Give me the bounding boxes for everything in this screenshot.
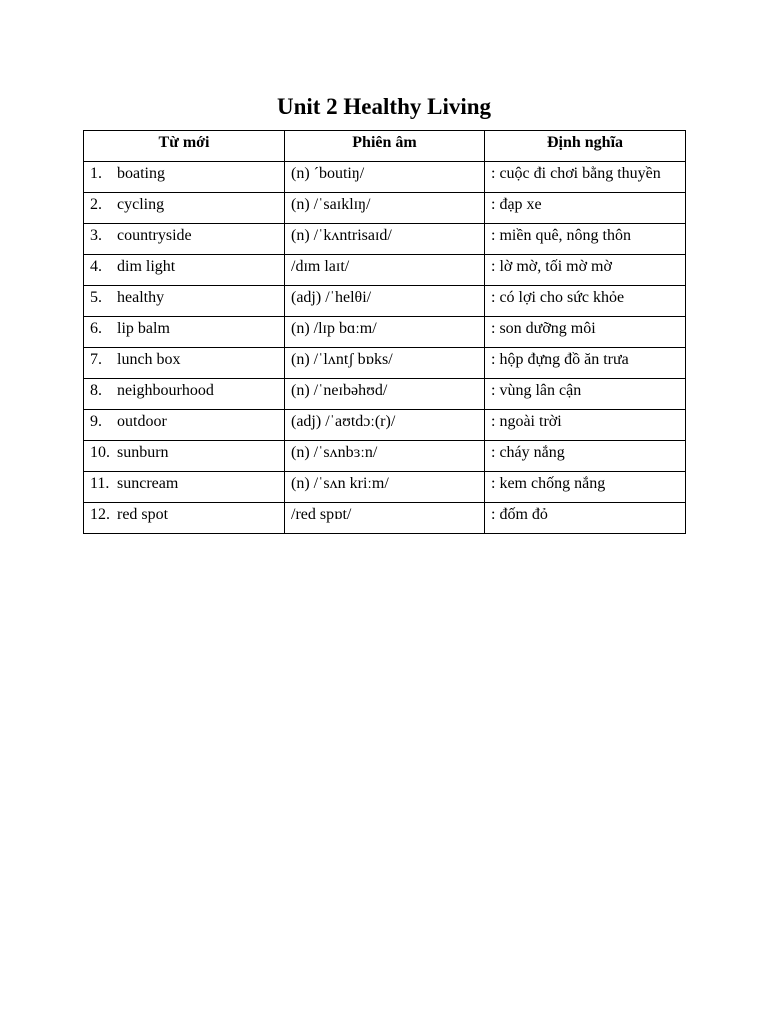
phonetic-cell: (adj) /ˈaʊtdɔː(r)/	[285, 410, 485, 441]
word-cell	[84, 317, 285, 348]
row-number: 9.	[90, 413, 102, 430]
row-number: 4.	[90, 258, 102, 275]
table-row	[84, 348, 686, 379]
table-row	[84, 224, 686, 255]
header-phonetic: Phiên âm	[285, 131, 485, 162]
row-number: 7.	[90, 351, 102, 368]
word-cell	[84, 255, 285, 286]
word-text: lunch box	[117, 351, 181, 368]
row-number: 6.	[90, 320, 102, 337]
row-number: 5.	[90, 289, 102, 306]
word-cell	[84, 348, 285, 379]
table-header-row	[84, 131, 686, 162]
phonetic-cell: (n) /ˈsʌnbɜːn/	[285, 441, 485, 472]
definition-cell: : đạp xe	[485, 193, 686, 224]
word-cell	[84, 193, 285, 224]
page-title: Unit 2 Healthy Living	[276, 94, 492, 119]
phonetic-cell: (n) /ˈsaɪklɪŋ/	[285, 193, 485, 224]
word-cell	[84, 472, 285, 503]
definition-cell: : cháy nắng	[485, 441, 686, 472]
definition-cell: : son dưỡng môi	[485, 317, 686, 348]
word-text: lip balm	[117, 320, 170, 337]
word-text: outdoor	[117, 413, 167, 430]
phonetic-cell: /dɪm laɪt/	[285, 255, 485, 286]
vocabulary-table	[83, 130, 686, 534]
header-new-word: Từ mới	[84, 131, 285, 162]
word-text: sunburn	[117, 444, 169, 461]
word-cell	[84, 224, 285, 255]
definition-cell: : đốm đỏ	[485, 503, 686, 534]
word-cell	[84, 503, 285, 534]
word-text: dim light	[117, 258, 176, 275]
table-row	[84, 379, 686, 410]
phonetic-cell: (adj) /ˈhelθi/	[285, 286, 485, 317]
word-cell	[84, 441, 285, 472]
table-row	[84, 472, 686, 503]
definition-cell: : hộp đựng đồ ăn trưa	[485, 348, 686, 379]
word-cell	[84, 379, 285, 410]
row-number: 10.	[90, 444, 110, 461]
table-row	[84, 410, 686, 441]
phonetic-cell: (n) /ˈneɪbəhʊd/	[285, 379, 485, 410]
word-text: cycling	[117, 196, 165, 213]
word-cell	[84, 286, 285, 317]
phonetic-cell: (n) /ˈlʌntʃ bɒks/	[285, 348, 485, 379]
word-cell	[84, 162, 285, 193]
table-row	[84, 162, 686, 193]
vocabulary-table-body	[84, 162, 686, 534]
word-text: healthy	[117, 289, 165, 306]
word-text: red spot	[117, 506, 169, 523]
row-number: 2.	[90, 196, 102, 213]
word-cell	[84, 410, 285, 441]
word-text: boating	[117, 165, 165, 182]
definition-cell: : kem chống nắng	[485, 472, 686, 503]
phonetic-cell: (n) /ˈkʌntrisaɪd/	[285, 224, 485, 255]
row-number: 1.	[90, 165, 102, 182]
word-text: countryside	[117, 227, 192, 244]
phonetic-cell: /red spɒt/	[285, 503, 485, 534]
row-number: 3.	[90, 227, 102, 244]
definition-cell: : ngoài trời	[485, 410, 686, 441]
word-text: neighbourhood	[117, 382, 214, 399]
table-row	[84, 193, 686, 224]
table-row	[84, 286, 686, 317]
row-number: 11.	[90, 475, 110, 492]
phonetic-cell: (n) ˊboutiŋ/	[285, 162, 485, 193]
definition-cell: : cuộc đi chơi bằng thuyền	[485, 162, 686, 193]
definition-cell: : lờ mờ, tối mờ mờ	[485, 255, 686, 286]
phonetic-cell: (n) /lɪp bɑːm/	[285, 317, 485, 348]
phonetic-cell: (n) /ˈsʌn kriːm/	[285, 472, 485, 503]
definition-cell: : vùng lân cận	[485, 379, 686, 410]
definition-cell: : miền quê, nông thôn	[485, 224, 686, 255]
table-row	[84, 255, 686, 286]
definition-cell: : có lợi cho sức khỏe	[485, 286, 686, 317]
word-text: suncream	[117, 475, 179, 492]
row-number: 8.	[90, 382, 102, 399]
table-row	[84, 317, 686, 348]
row-number: 12.	[90, 506, 110, 523]
table-row	[84, 503, 686, 534]
table-row	[84, 441, 686, 472]
header-definition: Định nghĩa	[485, 131, 686, 162]
